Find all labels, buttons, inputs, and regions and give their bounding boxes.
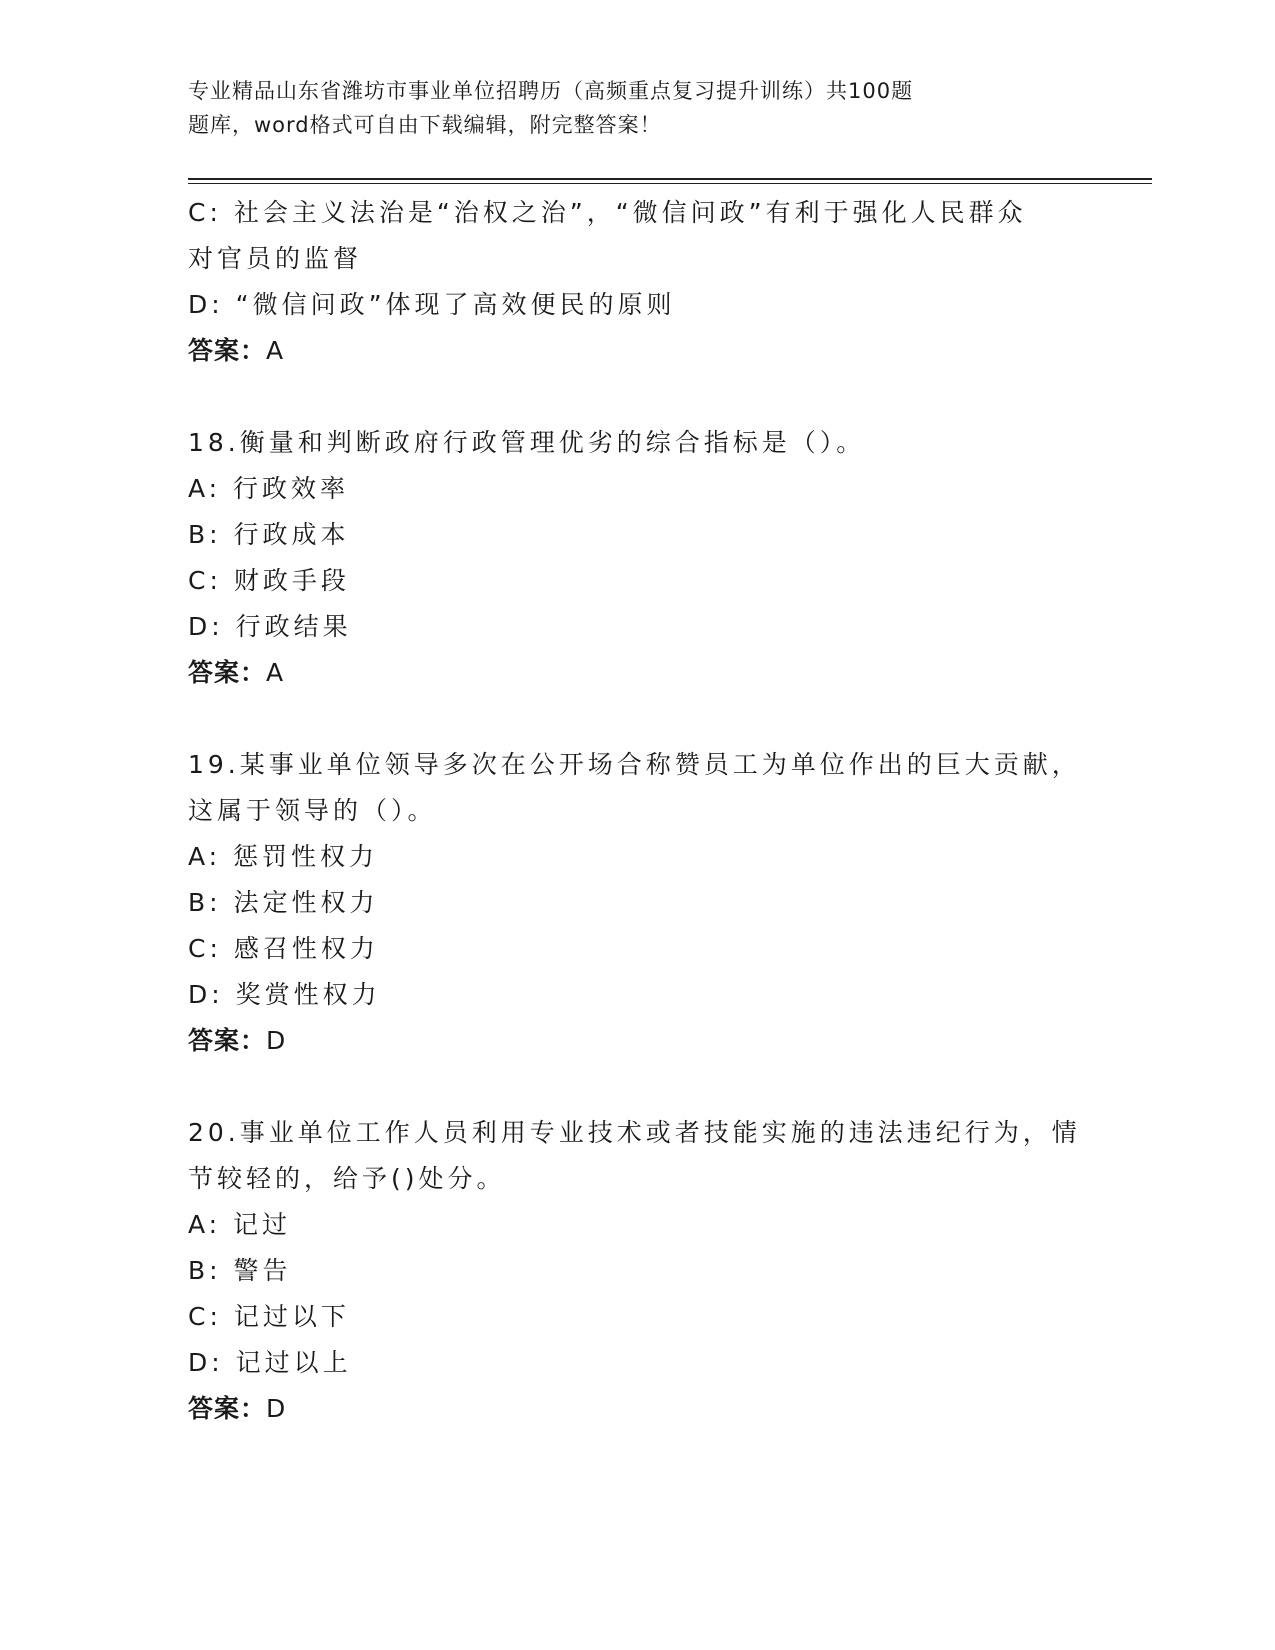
question-20 bbox=[188, 1110, 1088, 1432]
answer-line bbox=[188, 650, 1088, 696]
question-spacer bbox=[188, 1064, 1088, 1110]
question-spacer bbox=[188, 374, 1088, 420]
header-title-line1: 专业精品山东省潍坊市事业单位招聘历（高频重点复习提升训练）共100题 bbox=[188, 79, 914, 103]
document-header bbox=[188, 74, 1048, 142]
option-d: D: 奖赏性权力 bbox=[188, 980, 381, 1009]
answer-line bbox=[188, 1018, 1088, 1064]
answer-line bbox=[188, 328, 1088, 374]
question-stem-line2: 这属于领导的（）。 bbox=[188, 796, 437, 825]
header-divider-thin bbox=[188, 183, 1152, 184]
option-d: D: 记过以上 bbox=[188, 1348, 352, 1377]
question-stem-line2: 节较轻的，给予()处分。 bbox=[188, 1164, 506, 1193]
question-17-tail bbox=[188, 190, 1088, 374]
answer-value: A bbox=[266, 336, 285, 365]
option-b: B: 行政成本 bbox=[188, 520, 350, 549]
question-18 bbox=[188, 420, 1088, 696]
option-c-line1: C: 社会主义法治是“治权之治”，“微信问政”有利于强化人民群众 bbox=[188, 198, 1027, 227]
answer-label: 答案： bbox=[188, 658, 267, 687]
header-title-line2: 题库，word格式可自由下载编辑，附完整答案！ bbox=[188, 113, 662, 137]
option-c-line2: 对官员的监督 bbox=[188, 244, 363, 273]
option-c: C: 记过以下 bbox=[188, 1302, 350, 1331]
question-content bbox=[188, 190, 1088, 1432]
answer-label: 答案： bbox=[188, 1026, 267, 1055]
option-d: D: “微信问政”体现了高效便民的原则 bbox=[188, 290, 676, 319]
answer-value: A bbox=[266, 658, 285, 687]
question-stem-line1: 19.某事业单位领导多次在公开场合称赞员工为单位作出的巨大贡献， bbox=[188, 750, 1081, 779]
question-stem-line1: 20.事业单位工作人员利用专业技术或者技能实施的违法违纪行为，情 bbox=[188, 1118, 1081, 1147]
option-d: D: 行政结果 bbox=[188, 612, 352, 641]
option-a: A: 行政效率 bbox=[188, 474, 350, 503]
option-c: C: 财政手段 bbox=[188, 566, 350, 595]
question-19 bbox=[188, 742, 1088, 1064]
answer-label: 答案： bbox=[188, 1394, 267, 1423]
question-stem: 18.衡量和判断政府行政管理优劣的综合指标是（）。 bbox=[188, 428, 866, 457]
option-a: A: 记过 bbox=[188, 1210, 292, 1239]
answer-label: 答案： bbox=[188, 336, 267, 365]
option-a: A: 惩罚性权力 bbox=[188, 842, 379, 871]
option-c: C: 感召性权力 bbox=[188, 934, 379, 963]
answer-value: D bbox=[266, 1394, 287, 1423]
option-b: B: 警告 bbox=[188, 1256, 292, 1285]
question-spacer bbox=[188, 696, 1088, 742]
header-divider-thick bbox=[188, 178, 1152, 180]
option-b: B: 法定性权力 bbox=[188, 888, 379, 917]
answer-line bbox=[188, 1386, 1088, 1432]
answer-value: D bbox=[266, 1026, 287, 1055]
